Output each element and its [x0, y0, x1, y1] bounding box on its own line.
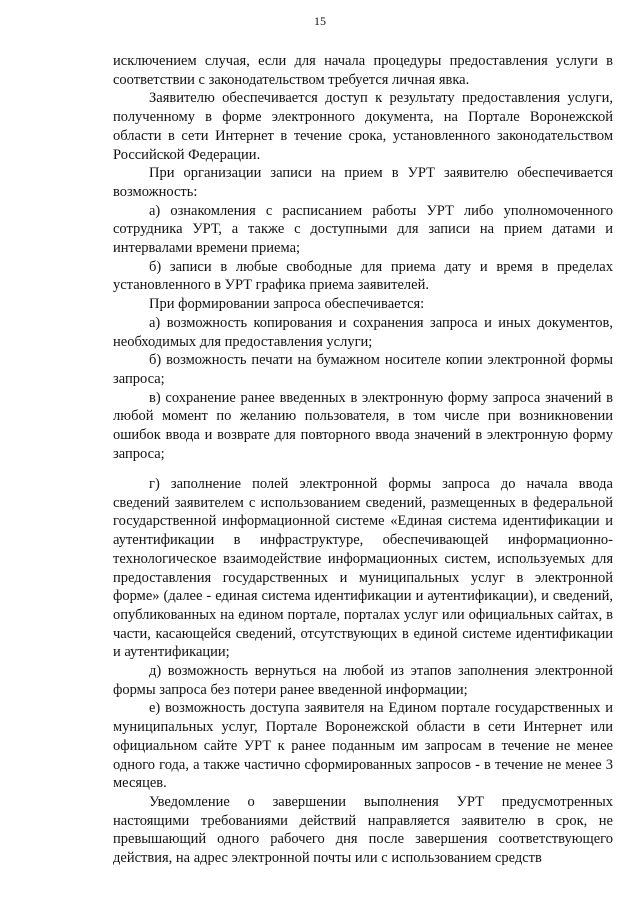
paragraph: При организации записи на прием в УРТ заявителю обеспечивается возможность:: [113, 165, 613, 200]
paragraph: е) возможность доступа заявителя на Едином портале государственных и муниципальных услуг, Портале Воронежской области в сети Интернет или официальном сайте УРТ к ранее поданным им запросам в течение не менее одного года, а также частично сформированных запросов - в течение не менее 3 месяцев.: [113, 700, 613, 792]
paragraph: При формировании запроса обеспечивается:: [149, 296, 425, 313]
paragraph: б) возможность печати на бумажном носителе копии электронной формы запроса;: [113, 352, 613, 387]
paragraph: а) возможность копирования и сохранения запроса и иных документов, необходимых для предоставления услуги;: [113, 314, 613, 350]
text-block-bottom: [113, 475, 613, 868]
paragraph: д) возможность вернуться на любой из этапов заполнения электронной формы запроса без потери ранее введенной информации;: [113, 663, 613, 698]
page-number: 15: [314, 14, 326, 28]
paragraph: Уведомление о завершении выполнения УРТ предусмотренных настоящими требованиями действий направляется заявителю в срок, не превышающий одного рабочего дня после завершения соответствующего действия, на адрес электронной почты или с использованием средств: [113, 793, 613, 867]
paragraph: а) ознакомления с расписанием работы УРТ либо уполномоченного сотрудника УРТ, а также с доступными для записи на прием датами и интервалами времени приема;: [113, 202, 613, 257]
paragraph: Заявителю обеспечивается доступ к результату предоставления услуги, полученному в форме электронного документа, на Портале Воронежской области в сети Интернет в течение срока, установленного законодательством Российской Федерации.: [113, 90, 613, 163]
paragraph: исключением случая, если для начала процедуры предоставления услуги в соответствии с законодательством требуется личная явка.: [113, 53, 613, 88]
paragraph: в) сохранение ранее введенных в электронную форму запроса значений в любой момент по желанию пользователя, в том числе при возникновении ошибок ввода и возврате для повторного ввода значений в электронную форму запроса;: [113, 389, 613, 462]
paragraph: б) записи в любые свободные для приема дату и время в пределах установленного в УРТ графика приема заявителей.: [113, 258, 613, 294]
text-block-top: [113, 52, 613, 463]
paragraph: г) заполнение полей электронной формы запроса до начала ввода сведений заявителем с использованием сведений, размещенных в федеральной государственной информационной системе «Единая система идентификации и аутентификации в инфраструктуре, обеспечивающей информационно-технологическое взаимодействие информационных систем, используемых для предоставления государственных и муниципальных услуг в электронной форме» (далее - единая система идентификации и аутентификации), и сведений, опубликованных на едином портале, порталах услуг или официальных сайтах, в части, касающейся сведений, отсутствующих в единой системе идентификации и аутентификации;: [113, 476, 613, 661]
